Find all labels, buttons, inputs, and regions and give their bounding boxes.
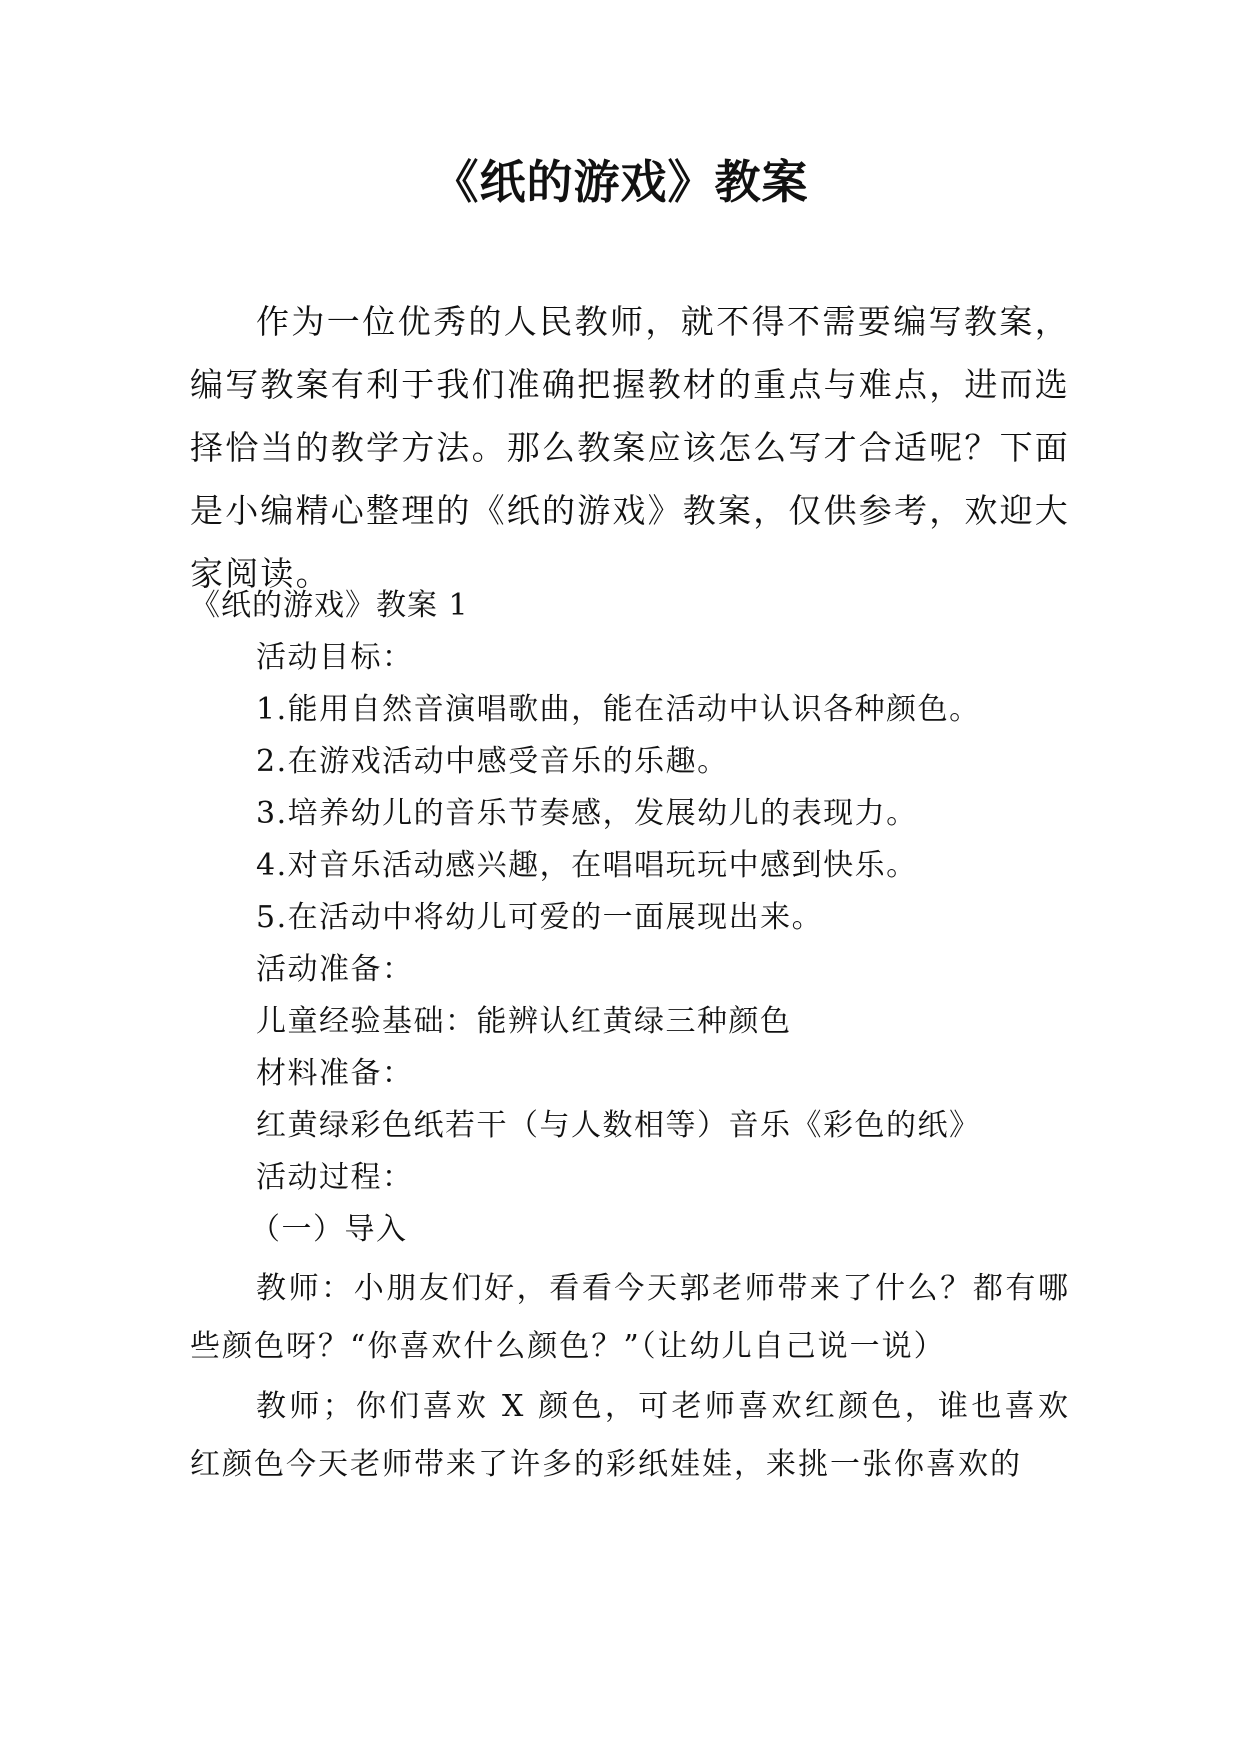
goal-item-5: 5.在活动中将幼儿可爱的一面展现出来。 (256, 900, 824, 935)
goal-item-3: 3.培养幼儿的音乐节奏感，发展幼儿的表现力。 (256, 796, 918, 831)
experience-basis: 儿童经验基础：能辨认红黄绿三种颜色 (256, 1004, 792, 1039)
teacher-paragraph-1: 教师：小朋友们好，看看今天郭老师带来了什么？都有哪些颜色呀？“你喜欢什么颜色？”（让幼儿自己说一说） (190, 1271, 1070, 1364)
activity-process-heading: 活动过程： (256, 1160, 414, 1195)
document-title: 《纸的游戏》教案 (432, 155, 809, 209)
goal-item-1: 1.能用自然音演唱歌曲，能在活动中认识各种颜色。 (256, 692, 981, 727)
goal-item-4: 4.对音乐活动感兴趣，在唱唱玩玩中感到快乐。 (256, 848, 918, 883)
goal-item-2: 2.在游戏活动中感受音乐的乐趣。 (256, 744, 729, 779)
materials-heading: 材料准备： (256, 1056, 414, 1091)
step-1-heading: （一）导入 (250, 1212, 408, 1247)
activity-goals-heading: 活动目标： (256, 640, 414, 675)
teacher-paragraph-2: 教师；你们喜欢 X 颜色，可老师喜欢红颜色，谁也喜欢红颜色今天老师带来了许多的彩纸娃娃，来挑一张你喜欢的 (190, 1389, 1070, 1482)
section-heading: 《纸的游戏》教案 1 (190, 588, 469, 623)
materials-list: 红黄绿彩色纸若干（与人数相等）音乐《彩色的纸》 (256, 1108, 981, 1143)
intro-paragraph: 作为一位优秀的人民教师，就不得不需要编写教案，编写教案有利于我们准确把握教材的重点与难点，进而选择恰当的教学方法。那么教案应该怎么写才合适呢？下面是小编精心整理的《纸的游戏》教案，仅供参考，欢迎大家阅读。 (190, 302, 1070, 593)
activity-prep-heading: 活动准备： (256, 952, 414, 987)
